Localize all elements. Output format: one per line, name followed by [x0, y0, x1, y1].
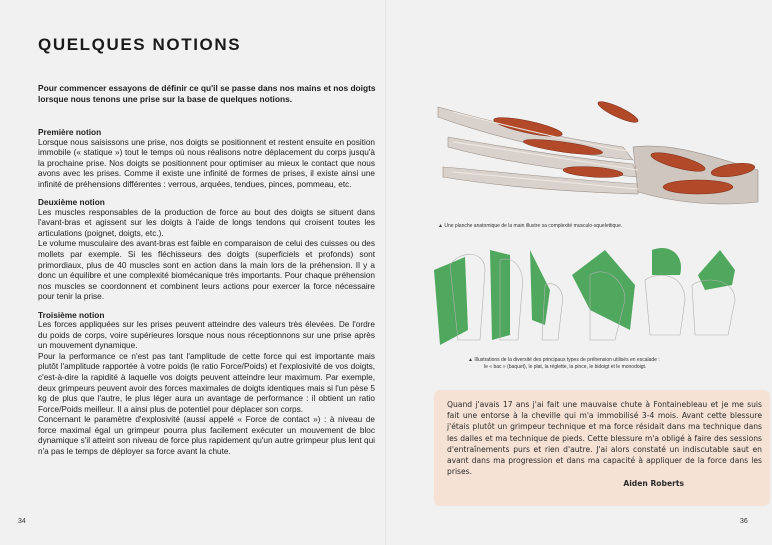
testimonial-text: Quand j'avais 17 ans j'ai fait une mauvaise chute à Fontainebleau et je me suis fait une entorse à la cheville qui m'a immobilisé 3-4 mois. Avant cette blessure j'étais plutôt un grimpeur technique et ma force résidait dans ma technique dans les dalles et ma technique de pieds. Cette blessure m'a obligé à faire des sessions d'entraînements purs et rien d'autre. J'ai alors constaté un indiscutable saut en avant dans ma progression et dans ma capacité à appliquer de la force dans les prises.: [447, 400, 762, 477]
paragraph: Pour la performance ce n'est pas tant l'amplitude de cette force qui est importante mais plutôt l'amplitude rapportée à votre poids (le ratio Force/Poids) et l'explosivité de vos doigts, c'est-à-dire la rapidité à laquelle vos doigts peuvent atteindre leur maximum. Par exemple, deux grimpeurs peuvent avoir des forces maximales de doigts identiques mais si l'un pèse 5 kg de plus que l'autre, le plus léger aura un avantage de performance : il obtient un ratio Force/Poids meilleur. Il a ainsi plus de potentiel pour déplacer son corps.: [38, 351, 375, 414]
section-second-notion: [38, 197, 375, 302]
paragraph: Concernant le paramètre d'explosivité (aussi appelé « Force de contact ») : à niveau de force maximal égal un grimpeur pourra plus facilement exécuter un mouvement de bloc dynamique s'il atteint son niveau de force plus rapidement qu'un autre grimpeur plus lent qui n'a pas le temps de déployer sa force avant la chute.: [38, 415, 375, 456]
anatomy-caption: ▲ Une planche anatomique de la main illustre sa complexité musculo-squelettique.: [438, 223, 623, 229]
two-finger-pocket: [652, 248, 681, 275]
crimp-hold: [530, 250, 550, 325]
paragraph: Les muscles responsables de la production de force au bout des doigts se situent dans l'avant-bras et agissent sur les doigts à l'aide de longs tendons qui croisent toutes les articulations (poignet, doigts, etc.).: [38, 207, 375, 238]
section-heading: Troisième notion: [38, 309, 105, 320]
testimonial-box: [434, 390, 770, 506]
section-heading: Première notion: [38, 127, 102, 137]
page-number-left: 34: [18, 518, 26, 525]
pinch-hold: [572, 250, 635, 330]
grips-caption-line-2: le « bac » (baquet), le plat, la réglette, la pince, le bidoigt et le monodoigt.: [484, 364, 647, 370]
jug-hold: [434, 257, 468, 345]
paragraph: Le volume musculaire des avant-bras est faible en comparaison de celui des cuisses ou des mollets par exemple. Si les fléchisseurs des doigts (superficiels et profonds) sont primordiaux, plus de 40 muscles sont en action dans la main lors de la préhension. Il y a donc un équilibre et une complexité biomécanique très importants. Pour chaque préhension nos muscles se coordonnent et combinent leurs actions pour exercer la force nécessaire pour tenir la prise.: [38, 239, 375, 302]
intro-paragraph: Pour commencer essayons de définir ce qu'il se passe dans nos mains et nos doigts lorsque nous tenons une prise sur la base de quelques notions.: [38, 83, 376, 104]
section-third-notion: [38, 310, 375, 458]
page-title: QUELQUES NOTIONS: [38, 35, 242, 54]
page-number-right: 36: [740, 518, 748, 525]
paragraph: Les forces appliquées sur les prises peuvent atteindre des valeurs très élevées. De l'ordre du poids de corps, voire supérieures lorsque nous nous réceptionnons sur une prise après un mouvement dynamique.: [38, 320, 375, 351]
grip-types-illustration: [430, 245, 750, 345]
paragraph: Lorsque nous saisissons une prise, nos doigts se positionnent et restent ensuite en position immobile (« statique ») tout le temps où nous réalisons notre déplacement du corps jusqu'à la prochaine prise. Nos doigts se positionnent pour optimiser au mieux le contact que nous avons avec les prises. Comme il existe une infinité de formes de prises, il existe ainsi une infinité de préhensions différentes : verrous, arquées, tendues, pinces, pommeau, etc.: [38, 137, 375, 189]
section-first-notion: [38, 127, 375, 190]
hand-anatomy-illustration: [433, 92, 763, 217]
grips-caption-line-1: ▲ Illustrations de la diversité des principaux types de préhension utilisés en escalade :: [468, 357, 660, 363]
mono-pocket: [698, 250, 735, 290]
section-heading: Deuxième notion: [38, 197, 105, 208]
page-gutter: [385, 0, 387, 545]
notions-column: [38, 127, 375, 464]
testimonial-author: Aiden Roberts: [623, 479, 684, 489]
